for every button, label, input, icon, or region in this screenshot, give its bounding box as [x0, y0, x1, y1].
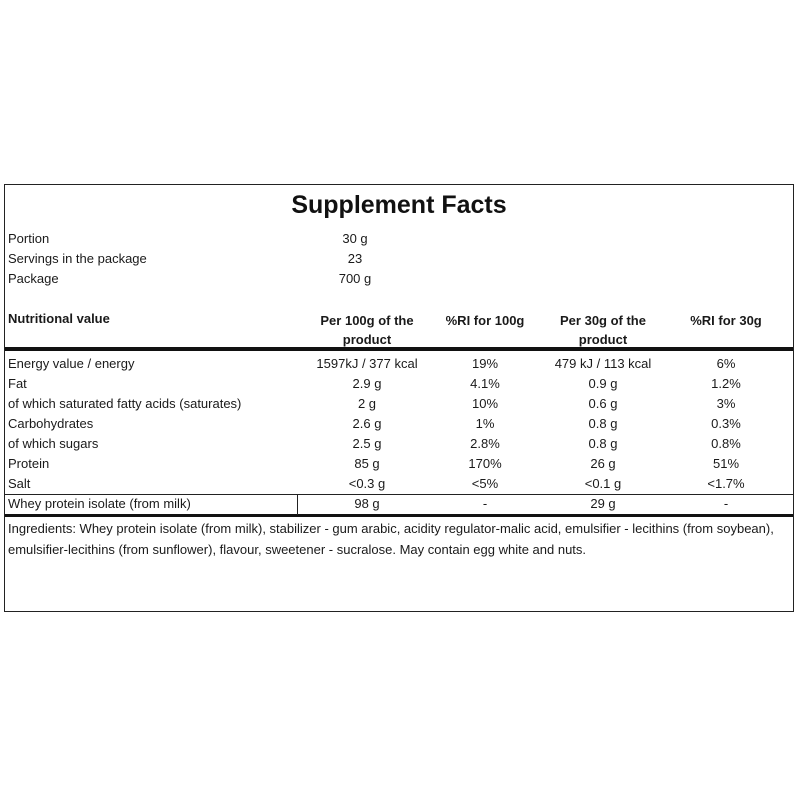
row-per30: 29 g [590, 496, 616, 511]
row-per100: 1597kJ / 377 kcal [316, 356, 418, 371]
summary-label: Portion [8, 231, 50, 246]
row-per30: <0.1 g [584, 476, 622, 491]
header-divider [5, 347, 793, 351]
header-per-100g: Per 100g of the product [320, 313, 414, 347]
row-name: Salt [8, 476, 31, 491]
row-ri100: <5% [471, 476, 499, 491]
row-per100: <0.3 g [348, 476, 386, 491]
row-ri30: 6% [716, 356, 736, 371]
row-ri30: 1.2% [711, 376, 741, 391]
ingredients-text: Ingredients: Whey protein isolate (from milk), stabilizer - gum arabic, acidity regulator-malic acid, emulsifier - lecithins (from soybean), emulsifier-lecithins (from sunflower), flavour, sweetener - sucralose. May contain egg white and nuts. [8, 521, 774, 557]
row-name: Carbohydrates [8, 416, 94, 431]
summary-value: 23 [347, 251, 363, 266]
row-per30: 0.8 g [588, 416, 618, 431]
row-per100: 85 g [354, 456, 380, 471]
row-ri100: 2.8% [470, 436, 500, 451]
header-ri-100g: %RI for 100g [445, 313, 525, 328]
row-per100: 2.9 g [352, 376, 382, 391]
row-ri30: <1.7% [707, 476, 745, 491]
row-ri100: - [482, 496, 488, 511]
row-per30: 0.6 g [588, 396, 618, 411]
row-per30: 26 g [590, 456, 616, 471]
supplement-facts-panel [4, 184, 794, 612]
row-ri30: 0.3% [711, 416, 741, 431]
row-name: Fat [8, 376, 27, 391]
row-ri30: 51% [712, 456, 740, 471]
row-per100: 2.6 g [352, 416, 382, 431]
row-per100: 98 g [354, 496, 380, 511]
row-ri30: 0.8% [711, 436, 741, 451]
row-name: Energy value / energy [8, 356, 135, 371]
row-per100: 2.5 g [352, 436, 382, 451]
column-divider [297, 494, 298, 515]
row-per30: 0.8 g [588, 436, 618, 451]
row-per30: 0.9 g [588, 376, 618, 391]
row-name: of which saturated fatty acids (saturates) [8, 396, 242, 411]
row-ri100: 19% [471, 356, 499, 371]
header-ri-30g: %RI for 30g [690, 313, 762, 328]
row-ri100: 10% [471, 396, 499, 411]
row-per100: 2 g [357, 396, 377, 411]
header-per-30g: Per 30g of the product [560, 313, 646, 347]
summary-label: Servings in the package [8, 251, 147, 266]
row-name: of which sugars [8, 436, 99, 451]
row-ri30: 3% [716, 396, 736, 411]
row-ri100: 170% [468, 456, 502, 471]
row-ri100: 4.1% [470, 376, 500, 391]
row-per30: 479 kJ / 113 kcal [554, 356, 652, 371]
row-divider [5, 494, 793, 495]
row-name: Whey protein isolate (from milk) [8, 496, 191, 511]
panel-title: Supplement Facts [291, 191, 507, 219]
row-ri30: - [723, 496, 729, 511]
summary-label: Package [8, 271, 59, 286]
row-ri100: 1% [475, 416, 495, 431]
header-nutritional-value: Nutritional value [8, 311, 110, 326]
summary-value: 700 g [338, 271, 372, 286]
table-bottom-divider [5, 514, 793, 517]
summary-value: 30 g [342, 231, 368, 246]
row-name: Protein [8, 456, 50, 471]
